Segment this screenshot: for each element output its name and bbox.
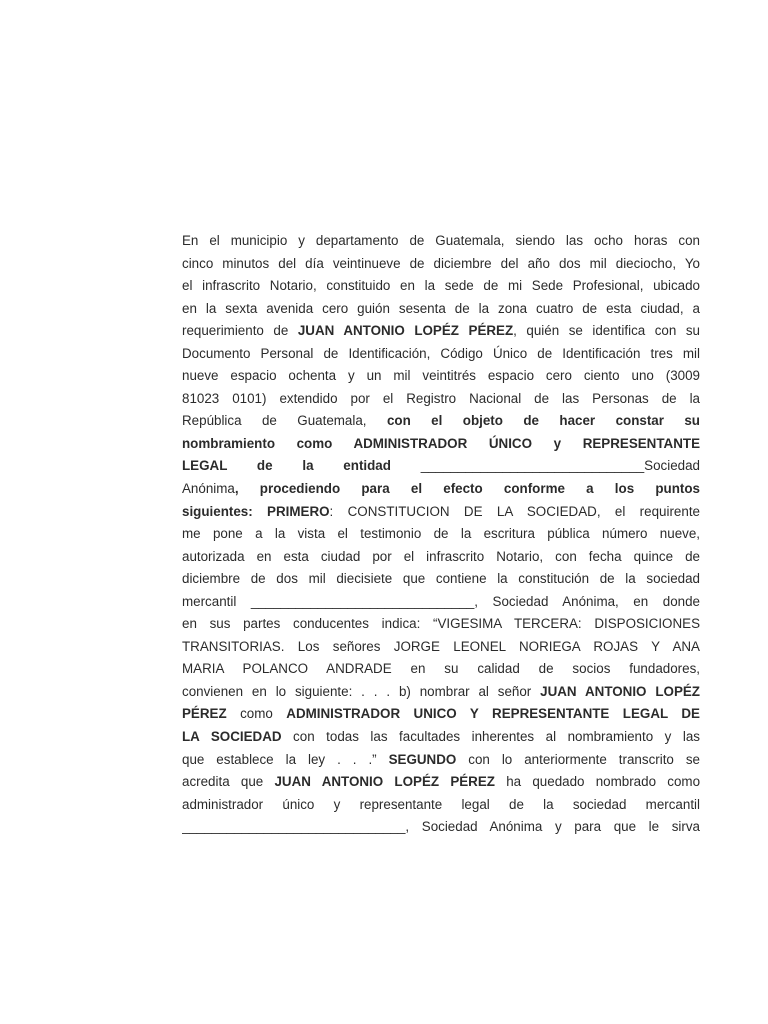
text-segment: MARIA POLANCO ANDRADE en su calidad de socios fundadores, (182, 661, 700, 677)
text-line (182, 816, 700, 839)
text-line (182, 794, 700, 817)
text-segment: 81023 0101) extendido por el Registro Nacional de las Personas de la (182, 390, 700, 406)
bold-text-segment: PÉREZ (182, 706, 227, 722)
text-line (182, 749, 700, 772)
text-line (182, 726, 700, 749)
bold-text-segment: SEGUNDO (388, 751, 457, 767)
text-segment: que establece la ley . . .” (182, 751, 389, 767)
bold-text-segment: LA SOCIEDAD (182, 729, 282, 745)
text-line (182, 703, 700, 726)
text-segment: cinco minutos del día veintinueve de diciembre del año dos mil dieciocho, Yo (182, 255, 700, 271)
text-segment: República de Guatemala, (182, 413, 387, 429)
text-line (182, 658, 700, 681)
bold-text-segment: LEGAL de la entidad (182, 458, 421, 474)
text-segment: ha quedado nombrado como (494, 774, 700, 790)
text-line (182, 613, 700, 636)
text-line (182, 568, 700, 591)
text-segment: me pone a la vista el testimonio de la escritura pública número nueve, (182, 526, 700, 542)
text-line (182, 388, 700, 411)
text-line (182, 433, 700, 456)
document-body (182, 230, 700, 839)
text-segment: en sus partes conducentes indica: “VIGESIMA TERCERA: DISPOSICIONES (182, 616, 700, 632)
text-line (182, 681, 700, 704)
text-segment: el infrascrito Notario, constituido en la sede de mi Sede Profesional, ubicado (182, 278, 700, 294)
bold-text-segment: JUAN ANTONIO LOPÉZ (540, 683, 700, 699)
text-segment: Documento Personal de Identificación, Código Único de Identificación tres mil (182, 345, 700, 361)
text-segment: , quién se identifica con su (513, 323, 700, 339)
text-segment: diciembre de dos mil diecisiete que contiene la constitución de la sociedad (182, 571, 700, 587)
bold-text-segment: nombramiento como ADMINISTRADOR ÚNICO y REPRESENTANTE (182, 435, 700, 451)
text-line (182, 636, 700, 659)
text-line (182, 455, 700, 478)
text-line (182, 410, 700, 433)
text-line (182, 320, 700, 343)
text-line (182, 771, 700, 794)
bold-text-segment: , procediendo para el efecto conforme a los puntos (234, 481, 700, 497)
text-segment: convienen en lo siguiente: . . . b) nombrar al señor (182, 683, 541, 699)
text-line (182, 523, 700, 546)
text-segment: autorizada en esta ciudad por el infrascrito Notario, con fecha quince de (182, 548, 700, 564)
text-segment: como (226, 706, 287, 722)
text-segment: en la sexta avenida cero guión sesenta de la zona cuatro de esta ciudad, a (182, 300, 700, 316)
bold-text-segment: JUAN ANTONIO LOPÉZ PÉREZ (297, 323, 514, 339)
text-line (182, 591, 700, 614)
text-segment: requerimiento de (182, 323, 298, 339)
bold-text-segment: JUAN ANTONIO LOPÉZ PÉREZ (274, 774, 495, 790)
text-segment: nueve espacio ochenta y un mil veintitrés espacio cero ciento uno (3009 (182, 368, 700, 384)
text-line (182, 230, 700, 253)
bold-text-segment: con el objeto de hacer constar su (386, 413, 700, 429)
text-line (182, 501, 700, 524)
text-line (182, 298, 700, 321)
text-line (182, 478, 700, 501)
text-line (182, 253, 700, 276)
text-line (182, 343, 700, 366)
text-line (182, 546, 700, 569)
bold-text-segment: siguientes: PRIMERO (182, 503, 330, 519)
text-segment: con todas las facultades inherentes al nombramiento y las (281, 729, 700, 745)
text-segment: : CONSTITUCION DE LA SOCIEDAD, el requirente (329, 503, 700, 519)
text-segment: mercantil ______________________________, Sociedad Anónima, en donde (182, 593, 700, 609)
text-segment: administrador único y representante legal de la sociedad mercantil (182, 796, 700, 812)
text-segment: con lo anteriormente transcrito se (456, 751, 700, 767)
text-segment: acredita que (182, 774, 275, 790)
text-segment: ______________________________Sociedad (420, 458, 700, 474)
text-segment: ______________________________, Sociedad Anónima y para que le sirva (182, 819, 700, 835)
text-line (182, 275, 700, 298)
text-segment: TRANSITORIAS. Los señores JORGE LEONEL NORIEGA ROJAS Y ANA (182, 638, 700, 654)
text-segment: Anónima (182, 481, 235, 497)
bold-text-segment: ADMINISTRADOR UNICO Y REPRESENTANTE LEGAL DE (286, 706, 700, 722)
text-line (182, 365, 700, 388)
text-segment: En el municipio y departamento de Guatemala, siendo las ocho horas con (182, 233, 700, 248)
